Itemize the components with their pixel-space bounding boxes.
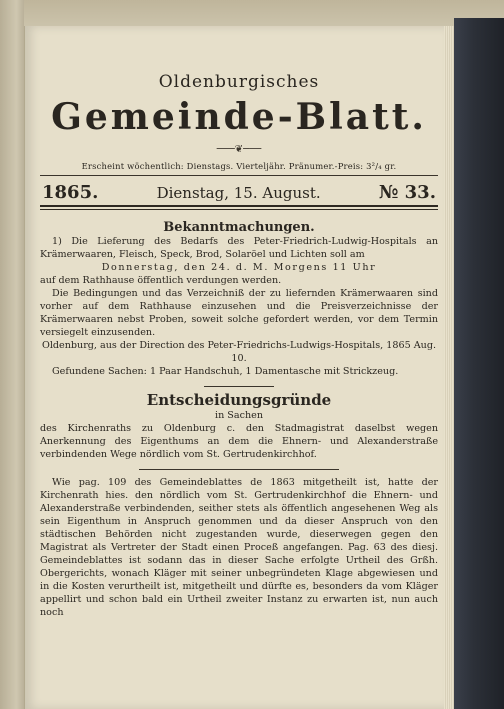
paragraph: des Kirchenraths zu Oldenburg c. den Stadmagistrat daselbst wegen Anerkennung des Eigenthums an dem die Ehnern- und Alexanderstraße verbindenden Wege nördlich vom St. Gertrudenkirchhof. — [40, 422, 438, 460]
paragraph: Gefundene Sachen: 1 Paar Handschuh, 1 Damentasche mit Strickzeug. — [52, 365, 399, 377]
paragraph: Wie pag. 109 des Gemeindeblattes de 1863 mitgetheilt ist, hatte der Kirchenrath hies. den nördlich vom St. Gertrudenkirchhof die Ehnern- und Alexanderstraße verbindenden, seither stets als öffentlich angesehenen Weg als sein Eigenthum in Anspruch genommen und da dieser Anspruch von den städtischen Behörden nicht zugestanden wurde, dieserwegen gegen den Magistrat als Vertreter der Stadt einen Proceß angefangen. Pag. 63 des diesj. Gemeindeblattes ist sodann das in dieser Sache erfolgte Urtheil des Grßh. Obergerichts, wonach Kläger mit seiner unbegründeten Klage abgewiesen und in die Kosten verurtheilt ist, mitgetheilt und dürfte es, besonders da vom Kläger appellirt und schon bald ein Urtheil zweiter Instanz zu erwarten ist, nun auch noch — [40, 476, 438, 618]
paragraph: Die Bedingungen und das Verzeichniß der zu liefernden Krämerwaaren sind vorher auf dem Rathhause einzusehen und die Preisverzeichnisse der Krämerwaaren nebst Proben, soweit solche gefordert werden, vor dem Termin versiegelt einzusenden. — [40, 287, 438, 338]
section-heading-announcements: Bekanntmachungen. — [163, 219, 315, 235]
section-divider — [204, 386, 274, 387]
masthead-rule — [40, 175, 438, 176]
dateline-rule — [40, 205, 438, 210]
page-edges — [444, 26, 454, 709]
section-subheading: in Sachen — [215, 409, 263, 421]
paragraph: 1) Die Lieferung des Bedarfs des Peter-Friedrich-Ludwig-Hospitals an Krämerwaaren, Fleisch, Speck, Brod, Solaröel und Lichten soll am — [40, 235, 438, 260]
paragraph: auf dem Rathhause öffentlich verdungen werden. — [40, 274, 282, 286]
issue-year: 1865. — [42, 181, 99, 203]
publication-info: Erscheint wöchentlich: Dienstags. Vierteljähr. Pränumer.-Preis: 3²/₄ gr. — [81, 160, 397, 171]
book-cover — [454, 18, 504, 709]
issue-date: Dienstag, 15. August. — [156, 183, 321, 202]
masthead-subtitle: Oldenburgisches — [158, 72, 320, 92]
page-content — [40, 40, 438, 619]
issue-number: № 33. — [378, 181, 436, 203]
section-divider — [139, 469, 339, 470]
cover-top-edge — [24, 0, 504, 26]
paragraph: Donnerstag, den 24. d. M. Morgens 11 Uhr — [101, 261, 377, 273]
dateline — [40, 182, 438, 203]
ornament-divider: ───❦─── — [216, 143, 262, 155]
section-heading-decision: Entscheidungsgründe — [146, 390, 332, 409]
paragraph: Oldenburg, aus der Direction des Peter-Friedrichs-Ludwigs-Hospitals, 1865 Aug. 10. — [41, 339, 437, 364]
masthead-title: Gemeinde-Blatt. — [51, 96, 427, 138]
